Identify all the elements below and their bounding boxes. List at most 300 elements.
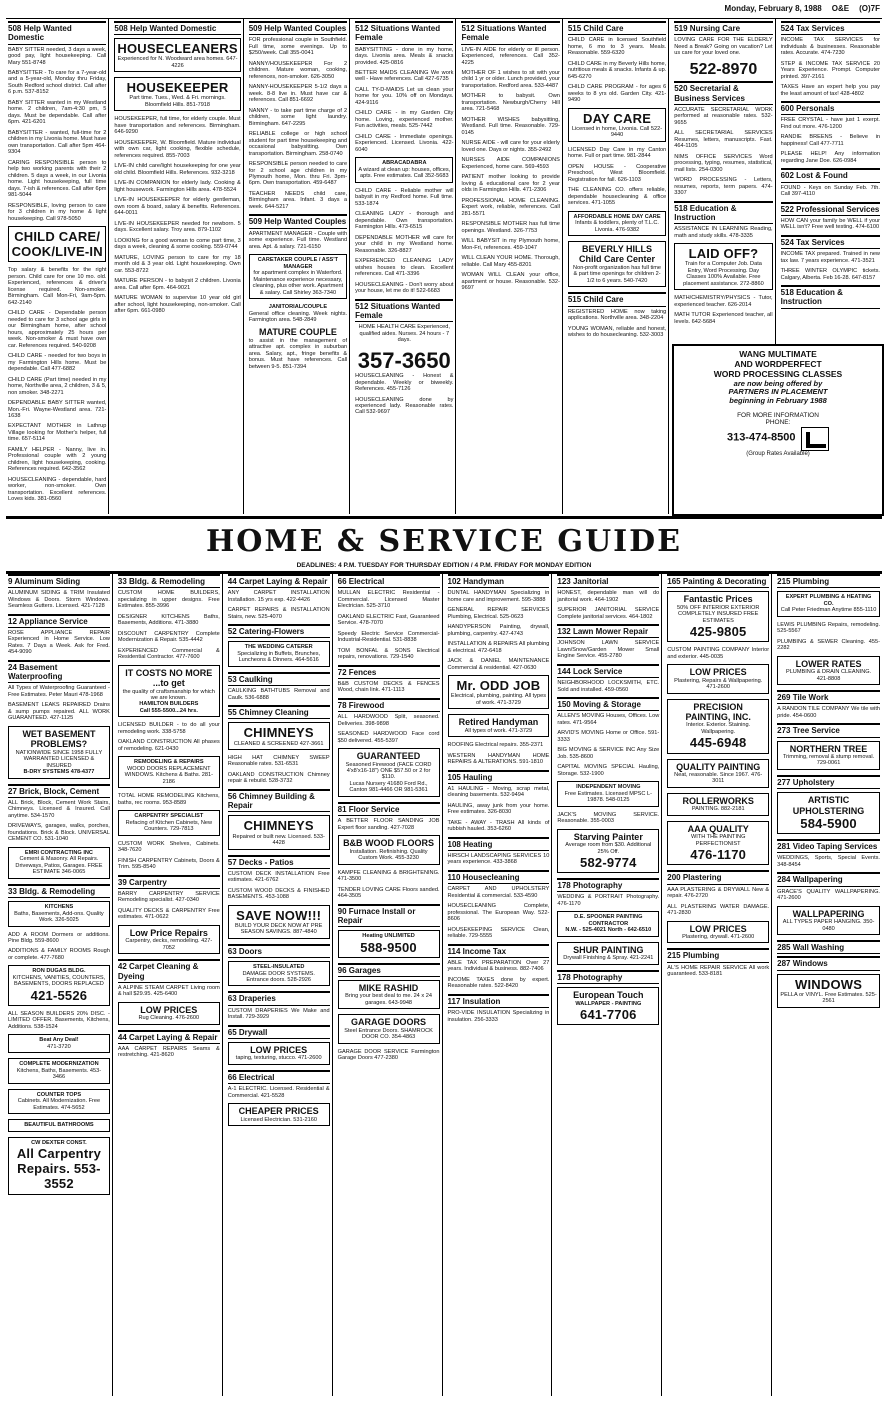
ad: NANNY/HOUSEKEEPER For 2 children. Mature woman, cooking, references, non-smoker. 626-3050 [248,60,348,80]
ad: FINISH CARPENTRY Cabinets, Doors & Trim. 595-8540 [117,857,220,871]
ad: FREE CRYSTAL - have just 1 exerpt. Find out more. 476-1200 [780,117,880,130]
ad-title: EXPERT PLUMBING & HEATING CO. [785,594,872,607]
section-heading: 56 Chimney Building & Repair [228,789,330,813]
ad: MATH TUTOR Experienced teacher, all levels. 642-5684 [674,312,773,325]
guide-column-2 [116,572,223,1396]
section-heading: 518 Education & Instruction [781,285,880,309]
ad: ACCURATE SECRETARIAL WORK performed at reasonable rates. 532-9655 [674,106,773,126]
section-heading: 215 Plumbing [667,948,769,962]
ad-body: Licensed in home, Livonia. Call 522-9440 [571,125,663,139]
ad-phone: 421-5526 [30,987,88,1003]
section-heading: 281 Video Taping Services [777,839,880,853]
ad: RESPONSIBLE, loving person to care for 3 children in my home & light housekeeping. Call 978-5050 [8,202,107,222]
ad-title: THE WEDDING CATERER [244,644,313,651]
ad: ALL SEASON BUILDERS 20% DISC. - LIMITED OFFER. Basements, Kitchens, Additions. 538-1524 [8,1010,110,1030]
ad: HOUSEKEEPER, full time, for elderly couple. Must have transportation and references. Birmingham. 646-9290 [114,116,241,136]
ad: CHILD CARE PROGRAM - for ages 6 weeks to 8 yrs old. Garden City. 421-9490 [567,84,667,104]
wang-line-3: WORD PROCESSING CLASSES [713,368,843,379]
phone-number: 357-3650 [357,347,451,373]
ad-title: MIKE RASHID [358,982,419,993]
ad: HOUSEKEEPER, W. Bloomfield. Mature individual with own car, light cooking, flexible schedule, references required. 855-7003 [114,139,241,159]
ad: TENDER LOVING CARE Floors sanded. 464-3505 [337,886,440,900]
section-heading: 12 Appliance Service [8,614,110,628]
ad-phone: 641-7706 [580,1007,637,1022]
ad: All Types of Waterproofing Guaranteed - Free Estimates. Peter Mauri 478-1968 [8,685,110,698]
ad: CHILD CARE - Immediate openings. Experienced. Licensed. Livonia. 422-6040 [355,133,454,153]
section-heading: 39 Carpentry [118,875,220,889]
section-heading: 117 Insulation [448,994,550,1008]
section-heading: 33 Bldg. & Remodeling [118,574,220,588]
display-ad [448,675,550,709]
section-heading: 24 Basement Waterproofing [8,660,110,684]
ad-title: SAVE NOW!!! [236,907,322,923]
ad-title: ABRACADABRA [382,160,427,167]
ad: HOUSECLEANING - Honest & dependable. Weekly or biweekly. References. 455-7126 [355,373,454,393]
ad-body: Seasoned Firewood (FACE CORD 4'x8'x16-18") ONE $57.50 or 2 for $110. [345,761,432,781]
ad-body: Average room from $30. Additional 25% Off. [565,842,652,855]
ad: CUSTOM PAINTING COMPANY Interior and exterior. 445-0035 [667,647,770,660]
ad-title: PRECISION PAINTING, INC. [685,701,751,723]
ad-body: Installation. Refinishing. Quality Custom Work. 455-3230 [349,848,428,862]
ad-phone: 445-6948 [689,735,747,751]
display-ad [228,1042,330,1065]
wang-line-5: PARTNERS IN PLACEMENT [728,387,828,397]
folio-paper: O&E [831,4,850,13]
section-heading: 96 Garages [338,963,440,977]
ad-title: SHUR PAINTING [573,944,644,955]
ad-title: Beat Any Deal! [39,1037,79,1044]
section-heading: 42 Carpet Cleaning & Dyeing [118,959,220,983]
display-ad: BEAUTIFUL BATHROOMS [8,1119,110,1131]
section-heading: 512 Situations Wanted Female [355,299,453,323]
ad-title: D.E. SPOONER PAINTING CONTRACTOR [574,914,643,927]
ad-body: Train for a Computer Job. Data Entry, Word Processing. Day Classes 100% Available. Free placement assistance. 272-8860 [683,261,764,287]
ad: LIVE-IN HOUSEKEEPER for elderly gentleman, own room & board, salary & benefits. References. 644-0011 [114,197,241,217]
ad: KAMPFE CLEANING & BRIGHTENING. 471-3500 [337,869,440,883]
section-heading: 509 Help Wanted Couples [249,214,347,228]
display-ad [667,759,769,788]
column-1 [6,19,109,514]
ad-title: IT COSTS NO MORE ...to get [125,667,213,689]
ad: ABLE TAX PREPARATION Over 27 years. Individual & business. 882-7406 [447,959,550,973]
ad: HOUSECLEANING - dependable, hard worker, non-smoker. Own transportation. Excellent references. Loves kids. 381-0560 [8,476,107,503]
ad-title: WINDOWS [795,976,863,992]
section-heading: 269 Tile Work [777,690,880,704]
ad-body: Rug Cleaning. 476-2600 [138,1015,200,1022]
ad: NURSES AIDE COMPANIONS Experienced, home care. 569-4593 [461,157,560,170]
ad: LOOKING for a good woman to come part time, 3 days a week, cleaning & some cooking. 559-0744 [114,237,241,251]
ad-title: KITCHENS [44,904,74,911]
ad-title: CARPENTRY SPECIALIST [134,813,204,820]
ad-phone: 588-9500 [360,939,417,955]
guide-column-4 [336,572,443,1396]
ad: TEACHER NEEDS child care, Birmingham area. Infant. 3 days a week. 644-5217 [248,190,348,210]
ad-body: the quality of craftsmanship for which we are known. [122,688,215,701]
folio-page: (O)7F [859,4,880,13]
display-ad [568,108,666,142]
section-heading: 110 Housecleaning [448,870,550,884]
ad: CHILD CARE in my Beverly Hills home, nutritious meals & snacks. Infants & up. 645-6270 [567,60,667,80]
ad: NIMS OFFICE SERVICES Word processing, typing, resumes, statistical, mail lists. 254-0300 [674,153,773,173]
ad: LIVE-IN COMPANION for elderly lady. Cooking & light housework. Farmington Hills area. 478-5524 [114,180,241,193]
ad: TAKE - AWAY - TRASH All kinds of rubbish hauled. 353-6260 [447,819,550,833]
ad: General office cleaning. Week nights. Farmington area. 548-2849 [248,310,348,323]
ad: TAXES Have an expert help you pay the least amount of tax! 428-4802 [780,84,880,97]
display-ad [8,901,110,926]
ad: CUSTOM WORK Shelves, Cabinets. 348-7620 [117,840,220,854]
ad: FOUND - Keys on Sunday Feb. 7th. Call 397-4110 [780,184,880,198]
ad-body: Drywall Finishing & Spray. 421-2241 [563,955,654,962]
ad: OAKLAND ELECTRIC Fast, Guaranteed Service. 478-7070 [337,613,440,627]
folio-date: Monday, February 8, 1988 [724,4,822,13]
ad: A RANDON TILE COMPANY We tile with pride. 454-0600 [777,706,880,719]
ad: REGISTERED HOME now taking applications. Northville area. 348-2204 [567,308,667,322]
ad: LEWIS PLUMBING Repairs, remodeling. 525-5567 [777,621,880,635]
display-ad [118,756,220,788]
ad-body: PAINTING. 882-2181 [691,806,745,813]
ad-title: CHIMNEYS [243,725,314,741]
ad-body: Baths, Basements, Add-ons. Quality Work. 326-5025 [14,910,104,924]
display-ad [568,241,666,287]
display-ad [777,906,880,935]
section-heading: 515 Child Care [568,21,666,35]
ad: ROOFING Electrical repairs. 355-2371 [447,742,544,749]
ad-title: LOW PRICES [689,667,747,678]
ad: NANNY-HOUSEKEEPER 5-1/2 days a week. 8-8 live in. Must have car & references. Call 851-6692 [248,84,348,104]
section-heading: 53 Caulking [228,672,330,686]
ad: PROFESSIONAL HOME CLEANING. Expert work, reliable, references. Call 281-5571 [461,197,560,217]
ad: JACK & DANIEL MAINTENANCE Commercial & residential. 427-0630 [447,658,550,671]
ad-body: Infants & toddlers, plenty of T.L.C. Livonia. 476-9382 [575,220,659,233]
ad: ALL SECRETARIAL SERVICES Resumes, letters, manuscripts. Fast. 464-1105 [674,130,773,150]
ad-title: GUARANTEED [356,751,421,762]
display-ad [568,211,666,236]
ad: PRO-VIDE INSULATION Specializing in insulation. 256-3333 [447,1010,550,1023]
ad: SEASONED HARDWOOD Face cord $50 delivered. 455-5397 [337,731,440,744]
ad: INCOME TAXES done by expert. Reasonable rates. 522-8420 [447,976,550,990]
ad-body: Plastering, drywall. 471-2600 [682,933,755,940]
section-heading: 65 Drywall [228,1025,330,1039]
ad-body: NATIONWIDE SINCE 1958 FULLY WARRANTED LICENSED & INSURED [15,749,103,769]
ad-phone: 584-5900 [800,816,857,832]
ad-title: LOWER RATES [795,658,862,669]
display-ad [667,793,769,816]
ad-body: All types of work. 471-3729 [464,727,533,734]
display-ad [8,1089,110,1114]
section-heading: 27 Brick, Block, Cement [8,784,110,798]
ad: CUSTOM DRAPERIES We Make and Install. 729-3929 [227,1007,330,1021]
section-heading: 81 Floor Service [338,802,440,816]
ad-title: GARAGE DOORS [351,1017,427,1028]
ad: CUSTOM DECK INSTALLATION Free estimates. 421-6762 [227,870,330,884]
section-heading: 55 Chimney Cleaning [228,705,330,719]
ad: ROSE APPLIANCE REPAIR Experienced in Home Service. Low Rates. 7 Days a Week. Ask for Fred. 454-9090 [8,629,110,656]
ad: INCOME TAX prepared. Trained in new tax law. 7 years experience. 471-3521 [780,251,880,264]
ad: GARAGE DOOR SERVICE Farmington Garage Doors 477-2380 [337,1048,440,1062]
ad: DUNTAL HANDYMAN Specializing in home care and improvement. 595-3888 [447,590,550,603]
wang-phone: 313-474-8500 [726,431,796,444]
ad: RESPONSIBLE person needed to care for 2 school age children in my Plymouth home, Mon. thru Fri. 3pm-6pm. Own transportation. 459-6487 [248,161,348,187]
ad: WILL CLEAN YOUR HOME. Thorough, reliable. Call Mary 455-8201 [461,255,560,268]
display-ad [338,980,440,1009]
ad: ALL PLASTERING WATER DAMAGE. 471-2830 [667,903,770,917]
ad: CHILD CARE - Dependable person needed to care for 3 school age girls in our Birmingham home, after school hours, approximately 25 hours per week. Non-smoker & must have own car. References required. 540-9208 [8,310,107,349]
ad-body: Steel Entrance Doors. SHAMROCK DOOR CO. 354-4863 [344,1027,433,1041]
ad: ANY CARPET INSTALLATION Installation. 15 yrs exp. 422-4426 [227,590,330,603]
ad-body: Electrical, plumbing, painting. All types of work. 471-3729 [450,693,547,706]
ad-body: Bring your best deal to me. 24 x 24 garages. 643-9948 [345,993,432,1006]
ad-body: Interior. Exterior. Staining. Wallpapering. [686,722,751,735]
ad: CALL TY-D-MAIDS Let us clean your home for you. 10% off on Mondays. 424-9116 [355,86,454,106]
display-ad [118,925,220,954]
wang-line-8: PHONE: [765,419,791,427]
display-ad [8,965,110,1006]
ad-title: CHEAPER PRICES [238,1106,319,1117]
ad: MOTHER WISHES babysitting, Westland. Full time. Reasonable. 729-0145 [461,116,560,136]
ad-title: INDEPENDENT MOVING [576,784,641,791]
ad: BASEMENT LEAKS REPAIRED Drains & sump pumps repaired. ALL WORK GUARANTEED. 427-1125 [8,702,110,722]
ad: MATH/CHEMISTRY/PHYSICS - Tutor, experienced teacher. 626-2014 [674,295,773,308]
ad: A-1 ELECTRIC. Licensed. Residential & Commercial. 421-5528 [227,1086,330,1099]
display-ad [8,726,110,779]
section-heading: 165 Painting & Decorating [667,574,769,588]
ad-title: LOW PRICES [689,923,747,934]
ad: HOUSECLEANING done by experienced lady. Reasonable rates. Call 532-9697 [355,396,454,416]
display-ad [667,921,769,944]
wang-line-4: are now being offered by [733,378,823,388]
ad-body: CLEANED & SCREENED 427-3661 [233,740,324,747]
guide-column-7 [665,572,772,1396]
column-4 [353,19,456,514]
ad: Speedy Electric Service Commercial-Industrial-Residential. 531-8838 [337,630,440,644]
ad-body: Carpentry, decks, remodeling. 427-7052 [125,938,213,951]
display-ad [338,930,440,958]
ad: BABYSITTER - To care for a 7-year-old and a 5-year-old, Monday thru Friday, South Redford school district. Call after 6 p.m. 537-8152 [8,69,107,96]
wang-line-9: (Group Rates Available) [746,450,810,457]
ad: HONEST, dependable man will do janitorial work. 464-1902 [557,590,660,603]
section-heading: 522 Professional Services [781,202,880,216]
display-ad [228,961,330,986]
ad: LIVE-IN child care/light housekeeping for one year old child. Bloomfield Hills. References. 932-3218 [114,163,241,176]
ad: DEPENDABLE MOTHER will care for your child in my Westland home. Reasonable. 326-8827 [355,234,454,254]
ad: BABY SITTER wanted in my Westland home. 2 children, 7am-4:30 pm, 5 days. Must be dependable. Call after 6pm. 421-6201 [8,99,107,126]
ad-title: DAY CARE [583,110,652,126]
display-ad [777,741,880,770]
ad: EXPERIENCED CLEANING LADY wishes houses to clean. Excellent references. Call 471-3396 [355,258,454,278]
ad: WORD PROCESSING - Letters, resumes, reports, term papers. 474-3307 [674,177,773,197]
ad: CLEANING LADY - thorough and dependable. Own transportation. Farmington Hills. 473-6515 [355,211,454,231]
section-heading: 518 Education & Instruction [674,201,772,225]
section-heading: 512 Situations Wanted Female [355,21,453,45]
section-heading: 287 Windows [777,956,880,970]
section-heading: 150 Moving & Storage [557,697,659,711]
display-ad [249,254,347,299]
ad-title: QUALITY PAINTING [676,761,761,772]
section-heading: 602 Lost & Found [781,168,880,182]
ad-body: Specializing in Buffets, Brunches, Luncheons & Dinners. 464-5616 [237,650,321,664]
ad: CAULKING BATHTUBS Removal and Caulk. 536-6888 [227,688,330,701]
section-heading: 63 Doors [228,944,330,958]
ad: LICENSED Day Care in my Canton home. Full or part time. 981-2844 [567,146,667,160]
ad: A BETTER FLOOR SANDING JOB Expert floor sanding. 427-7028 [337,818,440,831]
display-ad [448,714,550,737]
display-ad [674,243,772,290]
wang-line-7: FOR MORE INFORMATION [737,411,819,419]
display-ad [557,942,659,965]
ad: JACK'S MOVING SERVICE. Reasonable. 355-0003 [557,811,660,825]
ad-body: for apartment complex in Waterford. Maintenance experience necessary, cleaning, plus other work. Apartment & salary. Call Shirley 363-7340 [252,270,344,296]
ad-title: Retired Handyman [458,717,539,728]
section-heading: 90 Furnace Install or Repair [338,904,440,928]
display-ad [114,77,240,111]
ad-title: Low Price Repairs [129,927,208,938]
ad-title: LOW PRICES [250,1044,308,1055]
ad: LIVE-IN HOUSEKEEPER needed for newborn. 5 days. Excellent salary. Troy area. 879-1102 [114,220,241,234]
ad: AAA PLASTERING & DRYWALL New & repair. 476-2720 [667,886,770,900]
ad: MATURE WOMAN to supervise 10 year old girl after school, light housekeeping, non-smoker. Call after 6pm. 661-0980 [114,295,241,314]
ad-phone: 476-1170 [690,847,747,863]
section-heading: 600 Personals [781,101,880,115]
ad-body: Kitchens, Baths, Basements. 453-3466 [16,1067,102,1081]
ad: WILL BABYSIT in my Plymouth home, Mon-Fri, references. 459-1047 [461,238,560,251]
ad: ADDITIONS & FAMILY ROOMS Rough or complete. 477-7680 [8,948,110,961]
ad-body: Repaired or built new. Licensed. 533-4428 [232,833,325,847]
ad-body: Call Peter Friedman Anytime 855-1110 [780,607,877,614]
ad: HOW CAN your family be WELL if your WELL isn't? Free well testing. 474-6100 [780,217,880,231]
ad: MULLAN ELECTRIC Residential - Commercial. Licensed Master Electrician. 525-3710 [337,590,440,610]
ad: BABY SITTER needed, 3 days a week, good pay, light housekeeping. Call Mary 551-8748 [8,46,107,66]
display-ad [228,641,330,666]
ad: HOUSEKEEPING SERVICE Clean, reliable. 729-5555 [447,926,550,940]
ad: THE CLEANING CO. offers reliable, dependable housecleaning & office services. 471-1055 [567,187,667,207]
section-heading: 284 Wallpapering [777,872,880,886]
display-ad [338,748,440,797]
column-6 [566,19,669,514]
ad-phone: B-DRY SYSTEMS 478-4377 [23,769,95,776]
ad: THREE WINTER OLYMPIC tickets. Calgary, Alberta. Feb 16-28. 647-8157 [780,268,880,281]
ad-body: 50% OFF INTERIOR EXTERIOR COMPLETELY INSURED FREE ESTIMATES [677,604,760,624]
section-heading: 114 Income Tax [448,944,550,958]
ad-body: ALL TYPES PAPER HANGING. 350-0480 [782,919,875,932]
section-heading: 509 Help Wanted Couples [249,21,347,35]
ad: NEIGHBORHOOD LOCKSMITH, ETC. Sold and installed. 459-0560 [557,680,660,693]
ad: AAA CARPET REPAIRS Seams & restretching. 421-8620 [117,1045,220,1059]
ad: MOTHER to babysit. Own transportation. Newburgh/Cherry Hill area. 721-5468 [461,93,560,113]
ad-title: ROLLERWORKS [682,795,754,806]
ad: DRIVEWAYS, garages, walks, porches, foundations. Brick & Block. UNIVERSAL CEMENT CO. 531-1040 [8,823,110,843]
ad-title: LAID OFF? [688,246,759,262]
section-heading: 9 Aluminum Siding [8,574,110,588]
banner-title: HOME & SERVICE GUIDE [205,524,683,559]
ad: CHILD CARE in licensed Southfield home, 6 mo to 3 years. Meals. Reasonable. 559-6320 [567,37,667,57]
ad: LIVE-IN AIDE for elderly or ill person. Experienced, references. Call 352-4225 [461,46,560,66]
ad-body: BUILD YOUR DECK NOW AT PRE SEASON SAVINGS. 887-4840 [235,922,323,936]
ad-title: COUNTER TOPS [36,1091,82,1098]
section-heading: 524 Tax Services [781,235,880,249]
ad-title: JANITORIAL/COUPLE [268,304,328,311]
ad: JOHNSON LAWN SERVICE Lawn/Snow/Garden Mower Small Engine Service. 455-2780 [557,640,660,660]
section-heading: 78 Firewood [338,698,440,712]
ad: TOTAL HOME REMODELING Kitchens, baths, rec rooms. 953-8589 [117,793,220,806]
wang-line-2: AND WORDPERFECT [734,358,822,369]
service-guide-section [6,572,882,1396]
ad-title: WET BASEMENT PROBLEMS? [22,728,96,750]
ad-body: Free Estimates. Licensed MPSC L-19878. 548-0125 [564,790,652,804]
section-heading: 200 Plastering [667,870,769,884]
section-heading: 508 Help Wanted Domestic [114,21,240,35]
phone-number: 522-8970 [689,60,758,78]
ad: OAKLAND CONSTRUCTION Chimney repair & rebuild. 528-3732 [227,771,330,785]
ad: NURSE AIDE - will care for your elderly loved one. Days or nights. 355-2492 [461,140,560,153]
display-ad [557,829,659,873]
ad-body: WITH THE PAINTING PERFECTIONIST [690,834,746,847]
section-heading: 132 Lawn Mower Repair [557,624,659,638]
ad: GENERAL REPAIR SERVICES Plumbing, Electrical. 525-0623 [447,607,550,620]
ad: WESTERN HANDYMAN HOME REPAIRS & ALTERATIONS. 591-1810 [447,752,550,766]
section-heading: 144 Lock Service [557,664,659,678]
display-ad [228,905,330,939]
ad: HOUSECLEANING - Don't worry about your house, let me do it! 522-6683 [355,281,454,295]
display-ad-heading: CHILD CARE/ COOK/LIVE-IN [8,226,106,262]
ad: FOR professional couple in Southfield. Full time, some evenings. Up to $250/week. Call 355-0041 [248,37,348,57]
display-ad [777,591,880,616]
ad: PATIENT mother looking to provide loving & educational care for 2 year olds in Farmington Hills. 471-2306 [461,174,560,194]
section-heading: 66 Electrical [228,1070,330,1084]
home-service-guide-banner [6,516,882,574]
display-ad [667,591,769,642]
ad: DESIGNER KITCHENS Baths, Basements, Additions. 471-3880 [117,613,220,627]
ad-title: AFFORDABLE HOME DAY CARE [573,213,661,220]
ad-title: WALLPAPERING [792,908,865,919]
section-heading: 515 Child Care [568,292,666,306]
ad: OAKLAND CONSTRUCTION All phases of remodeling. 621-0430 [117,739,220,752]
display-ad [114,38,240,72]
ad-body-2: Call 555-5500...24 hrs. [139,707,198,714]
ad: APARTMENT MANAGER - Couple with some experience. Full time. Westland area. Apt. & salary. 721-6150 [248,230,348,250]
guide-column-1 [6,572,113,1396]
display-ad [8,1137,110,1195]
section-heading: 273 Tree Service [777,723,880,737]
ad: BETTER MAIDS CLEANING We work well - Have references. Call 427-6735 [355,69,454,83]
ad-title: BEVERLY HILLS Child Care Center [579,244,656,265]
display-ad [8,1034,110,1053]
ad-title: CHIMNEYS [243,818,314,834]
ad: HAULING, away junk from your home. Free estimates. 326-8030 [447,802,550,816]
ad: CAPITAL MOVING SPECIAL Hauling, Storage. 532-1900 [557,764,660,777]
ad: MOTHER OF 1 wishes to sit with your child 1 yr or older. Lunch provided, your transportation. Redford area. 533-4487 [461,69,560,89]
ad-body: Non-profit organization has full time & part time openings for children 2-1/2 to 6 years. 540-7420 [573,264,662,284]
ad: CARING RESPONSIBLE person to help two working parents with their 2 children. 5 days a week, in our Livonia home. Light housekeeping, full time days. 7-ish & references. Call after 6pm 981-5044 [8,159,107,199]
section-heading: 178 Photography [557,878,659,892]
ad: FAMILY HELPER - Nanny, live in. Professional couple with 2 young children, light housekeeping, cooking. References required. 642-3562 [8,446,107,473]
ad-body: 471-3720 [47,1043,71,1050]
ad: BABYSITTER - wanted, full-time for 2 children in my Livonia home. Must have own transportation. Call after 5pm 464-9304 [8,129,107,156]
ad-title: COMPLETE MODERNIZATION [19,1061,99,1068]
ad: EXPERIENCED Commercial & Residential Contractor. 477-7600 [117,647,220,661]
ad-title-2: HAMILTON BUILDERS [139,701,199,708]
ad: STEP & INCOME TAX SERVICE 20 Years Experience. Prompt. Computer printed. 397-2161 [780,60,880,80]
display-ad [777,656,880,685]
ad: GRACE'S QUALITY WALLPAPERING. 471-2600 [777,888,880,902]
ad: CHILD CARE - Reliable mother will babysit in my Redford home. Full time. 533-1874 [355,187,454,207]
guide-column-3 [226,572,333,1396]
ad-title: B&B WOOD FLOORS [343,838,435,849]
ad-body: Cabinets. All Modernization. Free Estimates. 474-5652 [17,1098,101,1111]
ad: CUSTOM HOME BUILDERS, specializing in upper designs. Free Estimates. 855-3996 [117,590,220,610]
ad: INSTALLATION & REPAIRS All plumbing & electrical. 472-6418 [447,641,550,654]
ad-body: Cement & Masonry. All Repairs. Driveways, Patios, Garages. FREE ESTIMATE 346-0065 [15,856,103,876]
ad-body: Part time. Tues., Wed. & Fri. mornings. Bloomfield Hills. 851-7918 [129,95,226,108]
